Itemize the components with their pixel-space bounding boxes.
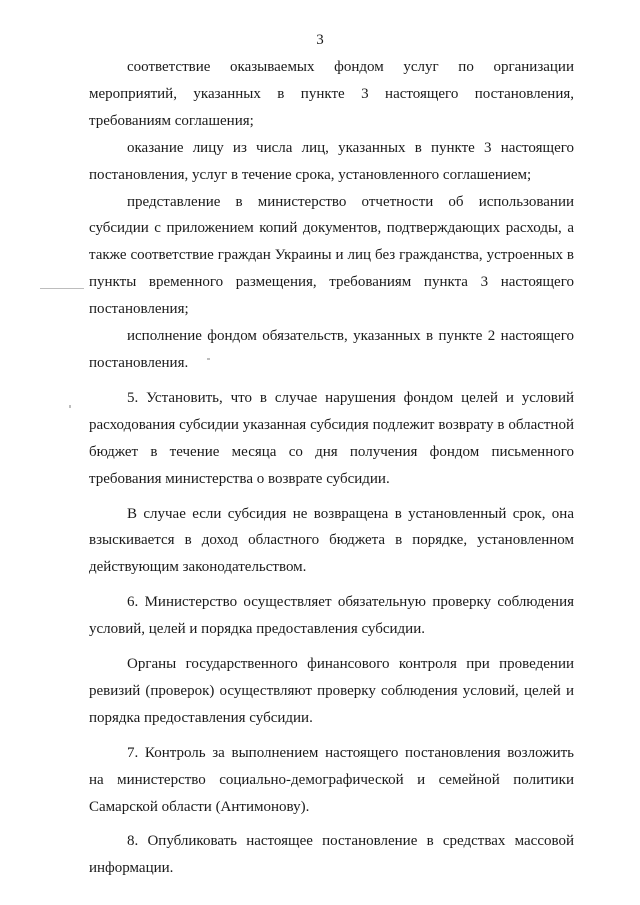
paragraph-reporting: представление в министерство отчетности об использовании субсидии с приложением копий документов, подтверждающих расходы, а также соответствие граждан Украины и лиц без гражданства, устроенных в пункты временного размещения, требованиям пункта 3 настоящего постановления;	[89, 193, 574, 318]
scan-artifact-mark	[40, 288, 84, 289]
paragraph-item-6: 6. Министерство осуществляет обязательную проверку соблюдения условий, целей и порядка предоставления субсидии.	[89, 594, 574, 638]
page-number: 3	[316, 32, 324, 48]
paragraph-item-7: 7. Контроль за выполнением настоящего постановления возложить на министерство социально-демографической и семейной политики Самарской области (Антимонову).	[89, 744, 574, 815]
paragraph-item-5: 5. Установить, что в случае нарушения фондом целей и условий расходования субсидии указанная субсидия подлежит возврату в областной бюджет в течение месяца со дня получения фондом письменного требования министерства о возврате субсидии.	[89, 389, 574, 487]
paragraph-services-provision: оказание лицу из числа лиц, указанных в пункте 3 настоящего постановления, услуг в течение срока, установленного соглашением;	[89, 139, 574, 183]
scan-artifact-mark	[207, 358, 210, 360]
paragraph-financial-control: Органы государственного финансового контроля при проведении ревизий (проверок) осуществляют проверку соблюдения условий, целей и порядка предоставления субсидии.	[89, 656, 574, 726]
paragraph-refund: В случае если субсидия не возвращена в установленный срок, она взыскивается в доход областного бюджета в порядке, установленном действующим законодательством.	[89, 505, 574, 576]
document-body	[89, 54, 574, 882]
scan-artifact-mark	[69, 405, 71, 408]
paragraph-services-compliance: соответствие оказываемых фондом услуг по организации мероприятий, указанных в пункте 3 настоящего постановления, требованиям соглашения;	[89, 59, 574, 129]
paragraph-item-8: 8. Опубликовать настоящее постановление в средствах массовой информации.	[89, 833, 574, 877]
paragraph-obligations: исполнение фондом обязательств, указанных в пункте 2 настоящего постановления.	[89, 328, 574, 371]
